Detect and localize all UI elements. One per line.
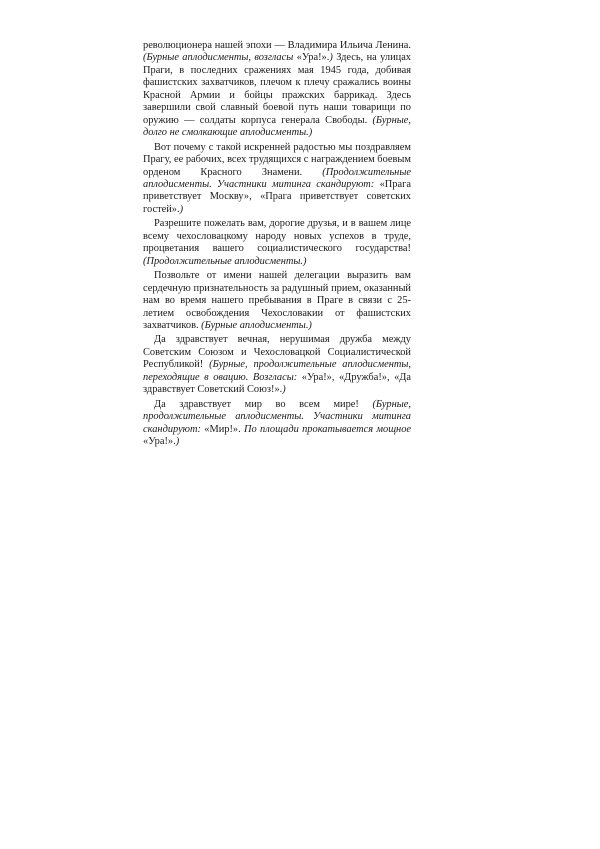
text-segment: Разрешите пожелать вам, дорогие друзья, и в вашем лице всему чехословацкому народу новых успехов в труде, процветания вашего социалистического государства! — [143, 218, 411, 255]
stage-direction: ) — [329, 52, 337, 64]
stage-direction: (Бурные, продолжительные аплодисменты, переходящие в овацию. Возгласы: — [143, 359, 411, 383]
text-segment: Вот почему с такой искренней радостью мы поздравляем Прагу, ее рабочих, всех трудящихся с награждением боевым орденом Красного Знамени. — [143, 141, 411, 178]
text-segment: «Ура!». — [296, 52, 330, 64]
text-segment: революционера нашей эпохи — Владимира Ильича Ленина. — [143, 40, 411, 51]
text-segment: «Прага приветствует Москву», «Прага приветствует советских гостей». — [143, 178, 411, 215]
stage-direction: (Бурные аплодисменты.) — [201, 319, 312, 331]
stage-direction: (Продолжительные аплодисменты.) — [143, 255, 307, 267]
stage-direction: (Бурные аплодисменты, возгласы — [143, 52, 297, 64]
paragraph-5 — [143, 334, 411, 396]
text-segment: Да здравствует мир во всем мире! — [154, 398, 373, 410]
stage-direction: По площади прокатывается мощное — [244, 423, 412, 435]
paragraph-6 — [143, 399, 411, 449]
paragraph-3 — [143, 218, 411, 268]
text-segment: «Ура!». — [143, 436, 176, 448]
text-segment: Здесь, на улицах Праги, в последних сражениях мая 1945 года, добивая фашистских захватчиков, плечом к плечу сражались воины Красной Армии и бойцы пражских баррикад. Здесь завершили свой славный боевой путь наши товарищи по оружию — солдаты корпуса генерала Свободы. — [143, 52, 411, 126]
paragraph-1 — [143, 40, 411, 140]
text-segment: Позвольте от имени нашей делегации выразить вам сердечную признательность за радушный прием, оказанный нам во время нашего пребывания в Праге в связи с 25-летием освобождения Чехословакии от фашистских захватчиков. — [143, 270, 411, 331]
stage-direction: (Бурные, продолжительные аплодисменты. Участники митинга скандируют: — [143, 398, 411, 435]
text-segment: «Ура!», «Дружба!», «Да здравствует Советский Союз!». — [143, 371, 411, 396]
document-page — [143, 40, 411, 451]
paragraph-4 — [143, 270, 411, 332]
stage-direction: ) — [179, 203, 184, 215]
stage-direction: ) — [175, 436, 180, 448]
paragraph-2 — [143, 142, 411, 217]
text-segment: Да здравствует вечная, нерушимая дружба между Советским Союзом и Чехословацкой Социалистической Республикой! — [143, 334, 411, 371]
stage-direction: (Бурные, долго не смолкающие аплодисменты.) — [143, 114, 411, 139]
stage-direction: ) — [282, 384, 286, 396]
text-segment: «Мир!». — [204, 423, 245, 435]
stage-direction: (Продолжительные аплодисменты. Участники митинга скандируют: — [143, 166, 411, 190]
